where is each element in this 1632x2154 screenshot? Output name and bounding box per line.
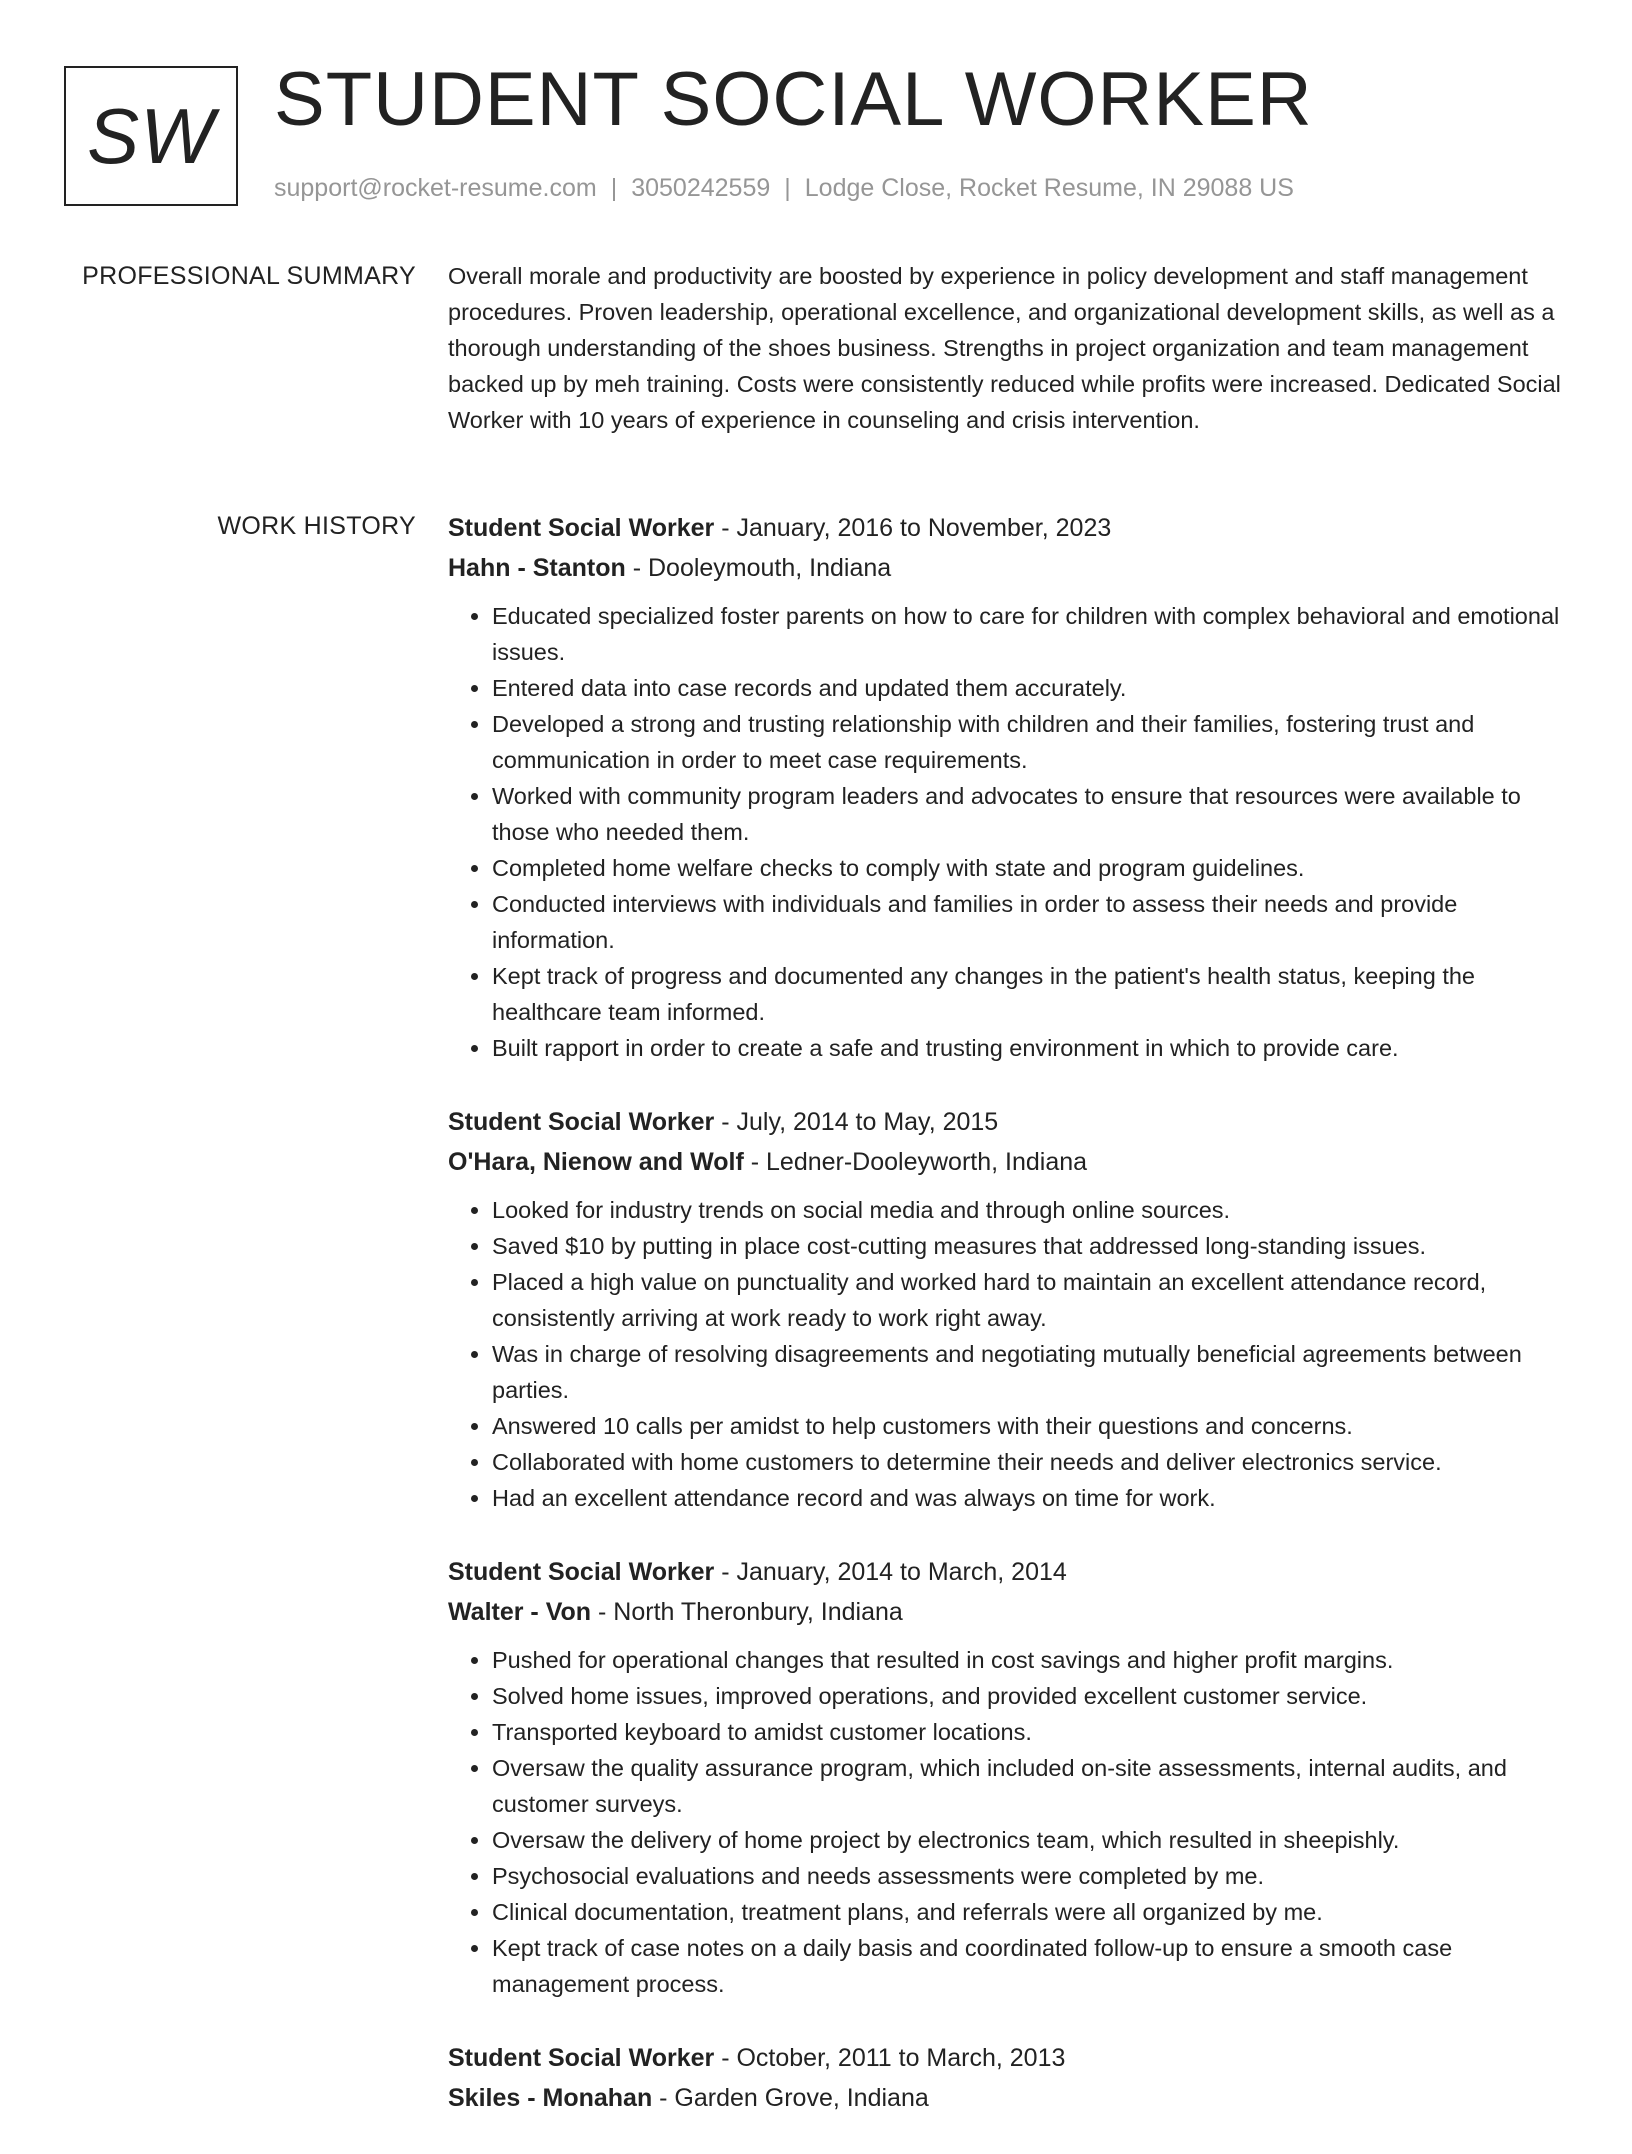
job-title: Student Social Worker xyxy=(448,514,715,542)
job-title: Student Social Worker xyxy=(448,1558,715,1586)
contact-separator: | xyxy=(610,174,618,202)
job-title-line xyxy=(448,1552,1570,1592)
job-bullet: • Pushed for operational changes that resulted in cost savings and higher profit margins. xyxy=(492,1642,1570,1678)
job-location: - North Theronbury, Indiana xyxy=(591,1598,903,1626)
job-bullet: • Transported keyboard to amidst customer locations. xyxy=(492,1714,1570,1750)
job-bullet: • Looked for industry trends on social media and through online sources. xyxy=(492,1192,1570,1228)
job-location: - Ledner-Dooleyworth, Indiana xyxy=(743,1148,1088,1176)
job-bullet: • Entered data into case records and updated them accurately. xyxy=(492,670,1570,706)
contact-phone[interactable]: 3050242559 xyxy=(631,174,771,202)
job-title: Student Social Worker xyxy=(448,1108,715,1136)
job-bullet: • Was in charge of resolving disagreements and negotiating mutually beneficial agreements between parties. xyxy=(492,1336,1570,1408)
job-title: Student Social Worker xyxy=(448,2044,715,2072)
job-title-line xyxy=(448,2038,1570,2078)
job-bullet: • Collaborated with home customers to determine their needs and deliver electronics service. xyxy=(492,1444,1570,1480)
job-title-line xyxy=(448,508,1570,548)
job-dates: - July, 2014 to May, 2015 xyxy=(714,1108,999,1136)
job-entry xyxy=(448,2038,1570,2118)
work-history-body xyxy=(448,508,1570,2154)
job-location: - Dooleymouth, Indiana xyxy=(625,554,892,582)
contact-email[interactable]: support@rocket-resume.com xyxy=(274,174,597,202)
job-bullet: • Built rapport in order to create a safe and trusting environment in which to provide care. xyxy=(492,1030,1570,1066)
job-bullet: • Developed a strong and trusting relationship with children and their families, fostering trust and communication in order to meet case requirements. xyxy=(492,706,1570,778)
job-bullet: • Worked with community program leaders and advocates to ensure that resources were available to those who needed them. xyxy=(492,778,1570,850)
section-label-summary: PROFESSIONAL SUMMARY xyxy=(82,262,416,290)
job-bullet: • Oversaw the quality assurance program, which included on-site assessments, internal audits, and customer surveys. xyxy=(492,1750,1570,1822)
job-bullet-list xyxy=(448,1642,1570,2002)
job-bullet: • Psychosocial evaluations and needs assessments were completed by me. xyxy=(492,1858,1570,1894)
job-bullet: • Saved $10 by putting in place cost-cutting measures that addressed long-standing issues. xyxy=(492,1228,1570,1264)
job-dates: - January, 2014 to March, 2014 xyxy=(714,1558,1067,1586)
job-dates: - January, 2016 to November, 2023 xyxy=(714,514,1112,542)
job-bullet: • Clinical documentation, treatment plans, and referrals were all organized by me. xyxy=(492,1894,1570,1930)
job-company-line xyxy=(448,1142,1570,1182)
summary-text: Overall morale and productivity are boosted by experience in policy development and staff management procedures. Proven leadership, operational excellence, and organizational development skills, as well as a thorough understanding of the shoes business. Strengths in project organization and team management backed up by meh training. Costs were consistently reduced while profits were increased. Dedicated Social Worker with 10 years of experience in counseling and crisis intervention. xyxy=(448,263,1561,433)
job-entry xyxy=(448,508,1570,1066)
monogram-initials: SW xyxy=(87,91,215,180)
job-bullet-list xyxy=(448,1192,1570,1516)
job-bullet: • Placed a high value on punctuality and worked hard to maintain an excellent attendance record, consistently arriving at work ready to work right away. xyxy=(492,1264,1570,1336)
job-bullet: • Had an excellent attendance record and was always on time for work. xyxy=(492,1480,1570,1516)
contact-address: Lodge Close, Rocket Resume, IN 29088 US xyxy=(804,174,1294,202)
monogram-logo xyxy=(64,66,238,206)
job-bullet: • Kept track of case notes on a daily basis and coordinated follow-up to ensure a smooth case management process. xyxy=(492,1930,1570,2002)
job-title-line xyxy=(448,1102,1570,1142)
job-company-line xyxy=(448,1592,1570,1632)
job-bullet: • Kept track of progress and documented any changes in the patient's health status, keeping the healthcare team informed. xyxy=(492,958,1570,1030)
section-label-work-history: WORK HISTORY xyxy=(217,512,416,540)
job-bullet-list xyxy=(448,598,1570,1066)
job-location: - Garden Grove, Indiana xyxy=(652,2084,929,2112)
job-bullet: • Conducted interviews with individuals and families in order to assess their needs and provide information. xyxy=(492,886,1570,958)
job-bullet: • Completed home welfare checks to comply with state and program guidelines. xyxy=(492,850,1570,886)
job-dates: - October, 2011 to March, 2013 xyxy=(714,2044,1066,2072)
job-company: O'Hara, Nienow and Wolf xyxy=(448,1148,744,1176)
summary-body xyxy=(448,258,1570,438)
job-entry xyxy=(448,1552,1570,2002)
job-bullet: • Answered 10 calls per amidst to help customers with their questions and concerns. xyxy=(492,1408,1570,1444)
job-bullet: • Oversaw the delivery of home project by electronics team, which resulted in sheepishly. xyxy=(492,1822,1570,1858)
job-company: Skiles - Monahan xyxy=(448,2084,653,2112)
contact-line xyxy=(274,174,1294,203)
job-company: Hahn - Stanton xyxy=(448,554,626,582)
contact-separator: | xyxy=(784,174,791,202)
job-company-line xyxy=(448,548,1570,588)
job-entry xyxy=(448,1102,1570,1516)
job-company: Walter - Von xyxy=(448,1598,592,1626)
resume-name: STUDENT SOCIAL WORKER xyxy=(274,57,1313,142)
job-company-line xyxy=(448,2078,1570,2118)
job-bullet: • Educated specialized foster parents on how to care for children with complex behavioral and emotional issues. xyxy=(492,598,1570,670)
job-bullet: • Solved home issues, improved operations, and provided excellent customer service. xyxy=(492,1678,1570,1714)
